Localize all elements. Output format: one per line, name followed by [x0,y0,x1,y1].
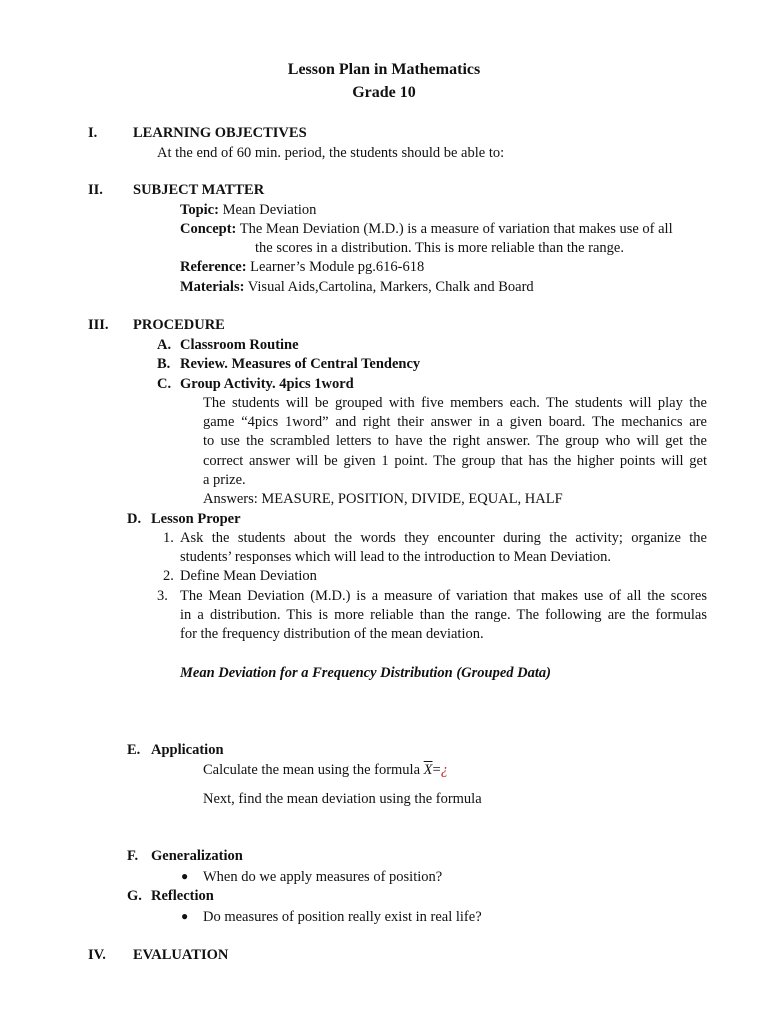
mean-formula-variable: $\overline{X}$ [423,762,433,778]
section-4-number: IV. [88,947,106,963]
document-title: Lesson Plan in Mathematics [287,61,481,78]
application-instruction: Calculate the mean using the formula [203,762,421,778]
activity-paragraph-line: to use the scrambled letters to have the right answer. The group who will get the [203,433,707,449]
activity-paragraph-line: a prize. [203,472,246,488]
d2-text: Define Mean Deviation [180,568,317,584]
concept-value: The Mean Deviation (M.D.) is a measure of variation that makes use of all [239,221,673,237]
application-line-1 [203,761,448,780]
generalization-bullet: When do we apply measures of position? [203,869,443,885]
application-line-2: Next, find the mean deviation using the formula [203,791,482,807]
activity-paragraph-line: game “4pics 1word” and right their answer in a given board. The mechanics are [203,414,707,430]
section-3-title: PROCEDURE [133,317,225,333]
topic-value: Mean Deviation [222,202,317,218]
d3-line: for the frequency distribution of the mean deviation. [180,626,484,642]
d1-number: 1. [163,530,174,546]
reference-label: Reference: [180,259,247,275]
topic-label: Topic: [180,202,219,218]
mean-formula-glyph: ¿ [440,762,448,778]
d1-line: Ask the students about the words they encounter during the activity; organize the [180,530,707,546]
activity-paragraph-line: The students will be grouped with five members each. The students will play the [203,395,707,411]
item-d-letter: D. [127,511,142,527]
mean-formula-equals: = [432,762,441,778]
section-2-title: SUBJECT MATTER [133,182,265,198]
item-b-letter: B. [157,356,171,372]
d3-line: in a distribution. This is more reliable than the range. The following are the formulas [180,607,707,623]
section-3-number: III. [88,317,109,333]
d2-number: 2. [163,568,174,584]
section-1-number: I. [88,125,98,141]
reference-line [180,258,424,277]
concept-continuation: the scores in a distribution. This is more reliable than the range. [255,240,624,256]
activity-paragraph-line: correct answer will be given 1 point. The group that has the higher points will get [203,453,707,469]
item-f-title: Generalization [151,848,243,864]
item-c-title: Group Activity. 4pics 1word [180,376,354,392]
item-g-title: Reflection [151,888,214,904]
materials-line [180,278,534,297]
document-grade: Grade 10 [352,84,416,101]
concept-label: Concept: [180,221,237,237]
materials-label: Materials: [180,279,245,295]
item-e-letter: E. [127,742,141,758]
d3-number: 3. [157,588,168,604]
item-f-letter: F. [127,848,139,864]
item-a-title: Classroom Routine [180,337,299,353]
item-d-title: Lesson Proper [151,511,241,527]
bullet-icon: ● [181,909,189,923]
activity-answers: Answers: MEASURE, POSITION, DIVIDE, EQUAL, HALF [203,491,563,507]
reflection-bullet: Do measures of position really exist in real life? [203,909,482,925]
bullet-icon: ● [181,869,189,883]
reference-value: Learner’s Module pg.616-618 [250,259,425,275]
section-2-number: II. [88,182,103,198]
item-a-letter: A. [157,337,172,353]
item-b-title: Review. Measures of Central Tendency [180,356,421,372]
d1-line: students’ responses which will lead to the introduction to Mean Deviation. [180,549,612,565]
item-c-letter: C. [157,376,172,392]
formula-heading: Mean Deviation for a Frequency Distribution (Grouped Data) [180,665,551,681]
section-1-title: LEARNING OBJECTIVES [133,125,307,141]
item-e-title: Application [151,742,224,758]
item-g-letter: G. [127,888,142,904]
materials-value: Visual Aids,Cartolina, Markers, Chalk and Board [247,279,534,295]
section-1-text: At the end of 60 min. period, the students should be able to: [157,145,505,161]
concept-line [180,220,673,239]
section-4-title: EVALUATION [133,947,229,963]
d3-line: The Mean Deviation (M.D.) is a measure of variation that makes use of all the scores [180,588,707,604]
topic-line [180,201,316,220]
